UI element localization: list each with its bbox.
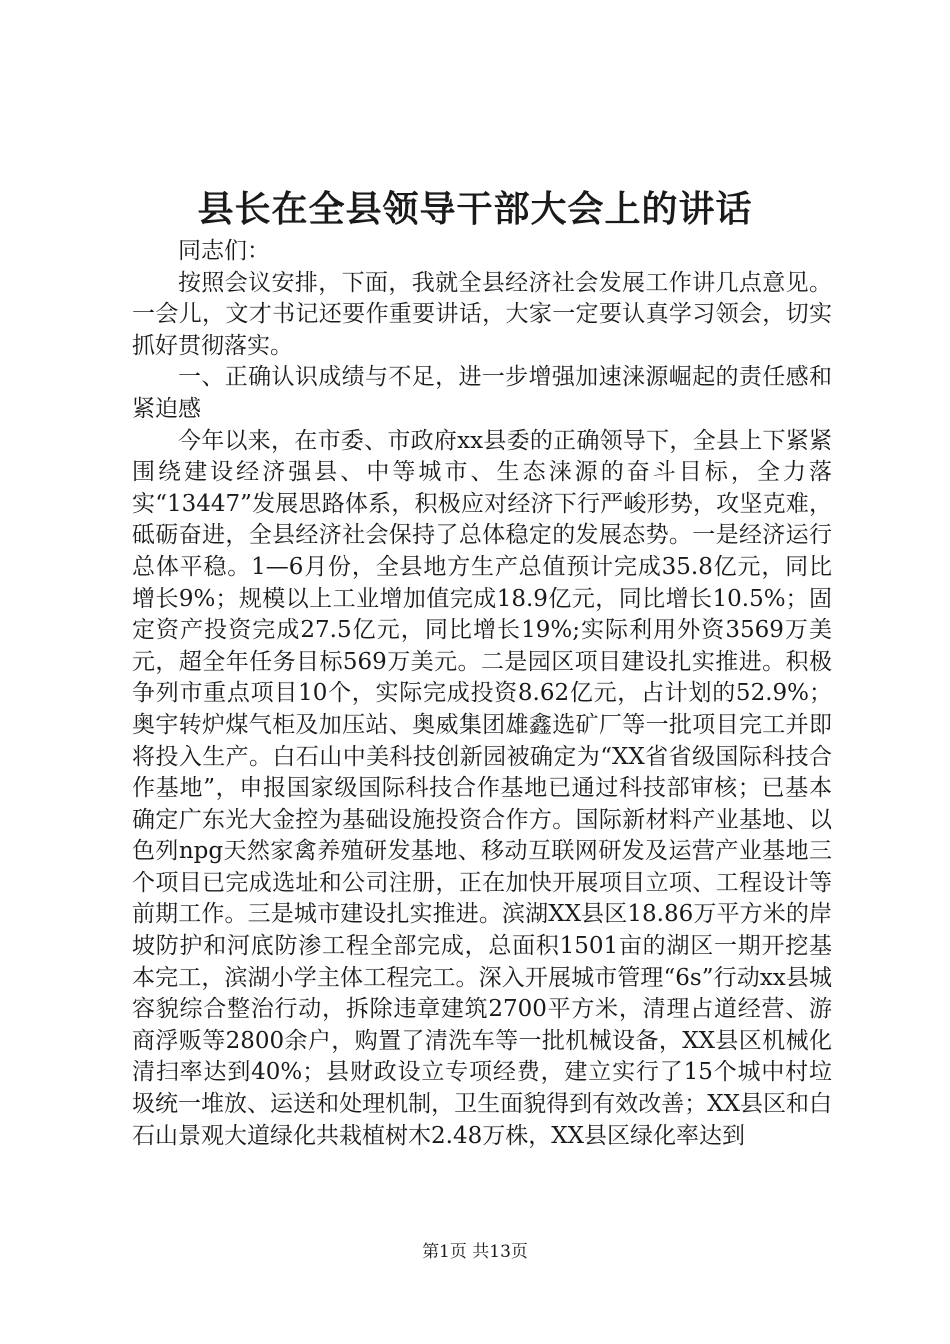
salutation-paragraph: 同志们：: [178, 238, 270, 264]
content-paragraph: 今年以来，在市委、市政府xx县委的正确领导下，全县上下紧紧围绕建设经济强县、中等城市、生态涞源的奋斗目标，全力落实“13447”发展思路体系，积极应对经济下行严峻形势，攻坚克难，砥砺奋进，全县经济社会保持了总体稳定的发展态势。一是经济运行总体平稳。1—6月份，全县地方生产总值预计完成35.8亿元，同比增长9%；规模以上工业增加值完成18.9亿元，同比增长10.5%；固定资产投资完成27.5亿元，同比增长19%;实际利用外资3569万美元，超全年任务目标569万美元。二是园区项目建设扎实推进。积极争列市重点项目10个，实际完成投资8.62亿元，占计划的52.9%；奥宇转炉煤气柜及加压站、奥威集团雄鑫选矿厂等一批项目完工并即将投入生产。白石山中美科技创新园被确定为“XX省省级国际科技合作基地”，申报国家级国际科技合作基地已通过科技部审核；已基本确定广东光大金控为基础设施投资合作方。国际新材料产业基地、以色列npg天然家禽养殖研发基地、移动互联网研发及运营产业基地三个项目已完成选址和公司注册，正在加快开展项目立项、工程设计等前期工作。三是城市建设扎实推进。滨湖XX县区18.86万平方米的岸坡防护和河底防渗工程全部完成，总面积1501亩的湖区一期开挖基本完工，滨湖小学主体工程完工。深入开展城市管理“6s”行动xx县城容貌综合整治行动，拆除违章建筑2700平方米，清理占道经营、游商浮贩等2800余户，购置了清洗车等一批机械设备，XX县区机械化清扫率达到40%；县财政设立专项经费，建立实行了15个城中村垃圾统一堆放、运送和处理机制，卫生面貌得到有效改善；XX县区和白石山景观大道绿化共栽植树木2.48万株，XX县区绿化率达到: [132, 427, 832, 1149]
document-title: 县长在全县领导干部大会上的讲话: [197, 188, 753, 230]
section-heading-paragraph: 一、正确认识成绩与不足，进一步增强加速涞源崛起的责任感和紧迫感: [132, 364, 832, 422]
page-number-footer: 第1页 共13页: [422, 1242, 528, 1262]
intro-paragraph: 按照会议安排，下面，我就全县经济社会发展工作讲几点意见。一会儿，文才书记还要作重要讲话，大家一定要认真学习领会，切实抓好贯彻落实。: [132, 269, 832, 359]
document-body: [132, 236, 832, 1152]
